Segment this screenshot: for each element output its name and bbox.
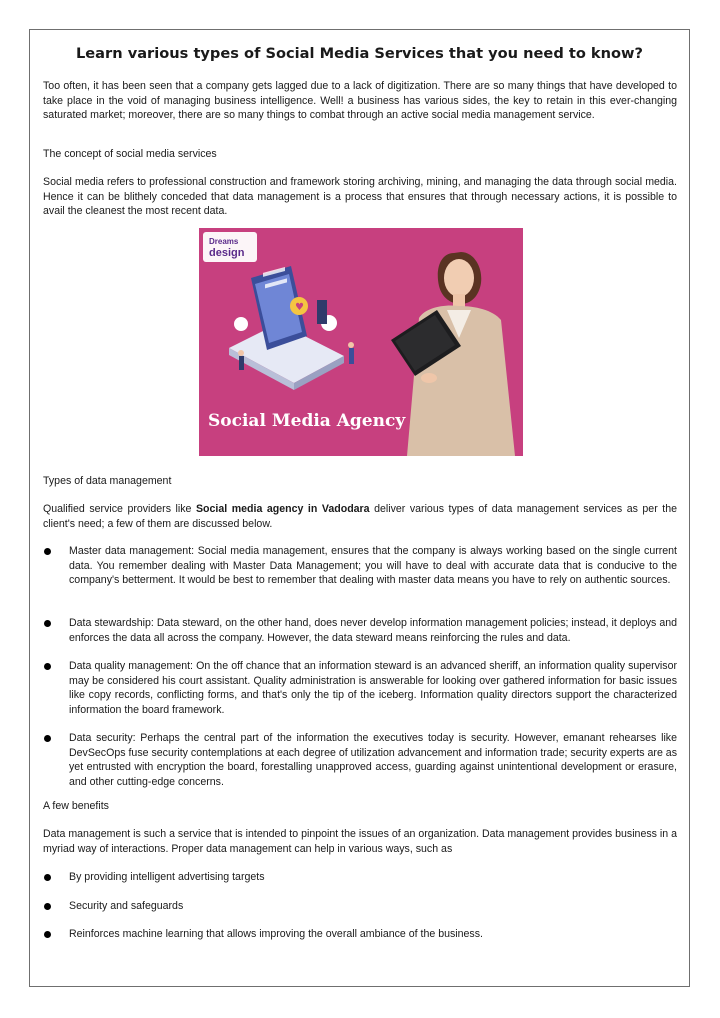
list-item-text: Data stewardship: Data steward, on the other hand, does never develop information management policies; instead, it deploys and enforces the data all across the company. However, the data steward means reinforcing the rules and data.	[69, 617, 677, 644]
benefits-paragraph: Data management is such a service that is intended to pinpoint the issues of an organization. Data management provides business in a myriad way of interactions. Proper data management can help in various ways, such as	[43, 828, 677, 855]
bullet-icon	[44, 931, 51, 938]
logo-top-text: Dreams	[209, 237, 239, 246]
list-item	[43, 659, 677, 717]
list-item	[43, 927, 677, 942]
svg-text:♥: ♥	[295, 302, 304, 313]
qualified-post: deliver various types of data management services as per the client's need; a few of them are discussed below.	[43, 503, 677, 530]
concept-paragraph: Social media refers to professional construction and framework storing archiving, mining, and managing the data through social media. Hence it can be blithely conceded that data management is a process that ensures that through necessary actions, it is possible to avail the cleanest the most recent data.	[43, 176, 677, 218]
social-media-agency-image	[199, 228, 523, 456]
types-heading: Types of data management	[43, 475, 172, 487]
benefits-heading: A few benefits	[43, 800, 109, 812]
intro-paragraph	[43, 79, 677, 123]
list-item	[43, 870, 677, 885]
agency-link-text: Social media agency in Vadodara	[195, 503, 370, 515]
bullet-icon	[44, 620, 51, 627]
list-item	[43, 731, 677, 789]
bullet-icon	[44, 874, 51, 881]
list-item-text: Security and safeguards	[69, 900, 184, 912]
list-item	[43, 544, 677, 588]
bullet-icon	[44, 903, 51, 910]
list-item	[43, 899, 677, 914]
list-item-text: Master data management: Social media management, ensures that the company is always working based on the single current data. You remember dealing with Master Data Management; you will have to deal with accurate data that is conducive to the company's betterment. It would be best to remember that dealing with master data means you have to rely on authentic sources.	[69, 545, 677, 587]
logo-bottom-text: design	[209, 247, 245, 259]
list-item	[43, 616, 677, 645]
dreams-design-logo	[203, 232, 257, 262]
bullet-icon	[44, 663, 51, 670]
concept-heading: The concept of social media services	[43, 148, 217, 160]
qualified-pre: Qualified service providers like	[43, 503, 196, 515]
page-title: Learn various types of Social Media Services that you need to know?	[75, 45, 643, 62]
list-item-text: Data quality management: On the off chance that an information steward is an advanced sheriff, an information quality supervisor may be considered his court assistant. Quality administration is answerable for looking over gathered information for basic issues like copy records, conflicting forms, and that's only the tip of the iceberg. Information quality directors support the characterized information the board framework.	[69, 660, 677, 716]
intro-text: Too often, it has been seen that a company gets lagged due to a lack of digitization. There are so many things that have developed to take place in the void of managing business intelligence. Well! a business has various sides, the key to retain in this ever-changing saturated market; moreover, there are so many things to combat through an active social media management service.	[43, 80, 677, 122]
bullet-icon	[44, 735, 51, 742]
list-item-text: Reinforces machine learning that allows improving the overall ambiance of the business.	[69, 928, 483, 940]
image-caption: Social Media Agency	[208, 411, 406, 431]
list-item-text: Data security: Perhaps the central part of the information the executives today is security. However, emanant rehearses like DevSecOps fuse security contemplations at each degree of utilization advancement and information trade; security experts are as yet entrusted with encryption the board, forestalling unapproved access, guarding against unintentional development or erasure, and other cutting-edge concerns.	[69, 732, 677, 788]
qualified-paragraph	[43, 502, 677, 531]
bullet-icon	[44, 548, 51, 555]
list-item-text: By providing intelligent advertising targets	[69, 871, 265, 883]
document-frame	[29, 29, 690, 987]
